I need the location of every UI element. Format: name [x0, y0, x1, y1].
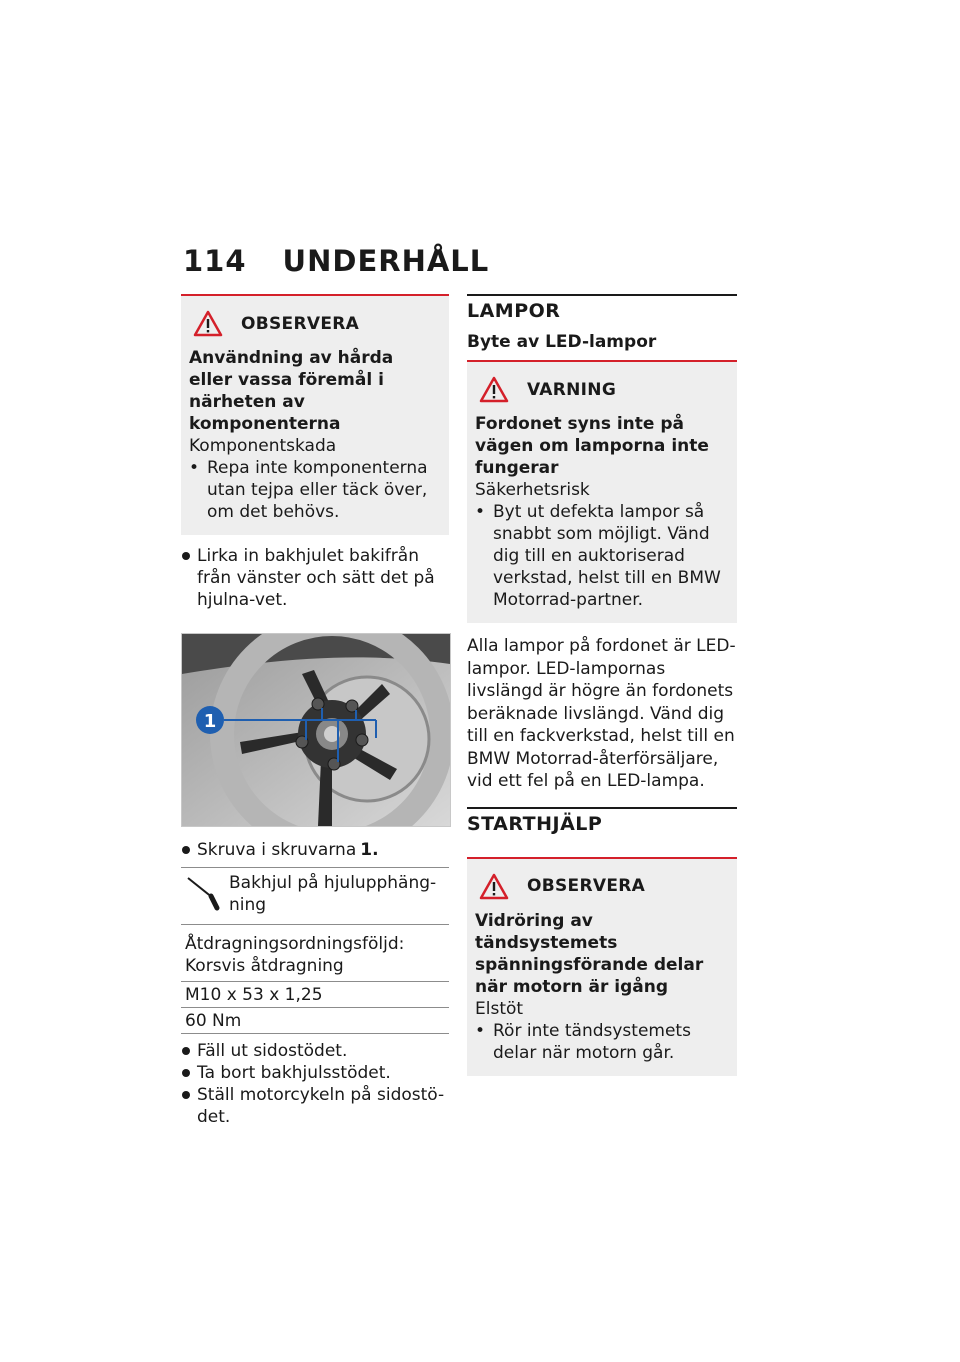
- spec-row-size: M10 x 53 x 1,25: [181, 982, 449, 1008]
- torque-wrench-icon: [185, 872, 221, 912]
- step-item: [181, 1084, 449, 1128]
- warning-triangle-icon: [479, 376, 509, 403]
- step-text: Lirka in bakhjulet bakifrån från vänster och sätt det på hjulna-vet.: [197, 546, 435, 610]
- notice-body: Komponentskada: [189, 436, 337, 456]
- left-column: [181, 294, 449, 1128]
- step-item: [181, 839, 449, 861]
- bullet-dot: [182, 1069, 190, 1077]
- spec-location: Bakhjul på hjulupphäng-ning: [229, 873, 437, 915]
- warning-notice: [467, 360, 737, 623]
- observe-notice-jumpstart: [467, 857, 737, 1076]
- bullet-dot: [182, 1091, 190, 1099]
- step-item: [181, 1062, 449, 1084]
- notice-subtitle: Fordonet syns inte på vägen om lamporna inte fungerar: [475, 414, 709, 478]
- step-item: [181, 1040, 449, 1062]
- page-number: 114: [183, 244, 247, 278]
- section-title-jumpstart: STARTHJÄLP: [467, 807, 737, 835]
- notice-title: OBSERVERA: [241, 313, 360, 334]
- notice-body: Säkerhetsrisk: [475, 480, 590, 500]
- notice-head: [193, 310, 441, 337]
- bullet-dot: [182, 1047, 190, 1055]
- page-title: UNDERHÅLL: [282, 244, 490, 278]
- section-title-lamps: LAMPOR: [467, 294, 737, 322]
- notice-bullet: • Repa inte komponenterna utan tejpa eller täck över, om det behövs.: [189, 457, 441, 523]
- bullet-dot: [182, 552, 190, 560]
- notice-title: VARNING: [527, 379, 617, 400]
- figure-callout-1: 1: [203, 711, 217, 732]
- step-item: [181, 545, 449, 611]
- page-header: [183, 244, 489, 278]
- observe-notice: [181, 294, 449, 535]
- torque-spec-table: [181, 867, 449, 1034]
- rear-wheel-figure: [181, 633, 451, 827]
- notice-head: [479, 873, 729, 900]
- step-text: Skruva i skruvarna: [197, 840, 357, 860]
- subsection-title-led: Byte av LED-lampor: [467, 332, 657, 352]
- notice-head: [479, 376, 729, 403]
- notice-subtitle: Vidröring av tändsystemets spänningsförande delar när motorn är igång: [475, 910, 704, 997]
- led-paragraph: Alla lampor på fordonet är LED-lampor. LED-lampornas livslängd är högre än fordonets beräknade livslängd. Vänd dig till en fackverkstad, helst till en BMW Motorrad-återförsäljare, vid ett fel på en LED-lampa.: [467, 636, 736, 791]
- step-text: Ställ motorcykeln på sidostö-det.: [197, 1085, 445, 1127]
- spec-row-torque: 60 Nm: [181, 1008, 449, 1034]
- right-column: [467, 294, 737, 1086]
- notice-subtitle: Användning av hårda eller vassa föremål i närheten av komponenterna: [189, 348, 394, 434]
- notice-body: Elstöt: [475, 998, 524, 1019]
- step-ref: 1.: [360, 840, 379, 860]
- notice-bullet: • Byt ut defekta lampor så snabbt som möjligt. Vänd dig till en auktoriserad verkstad, helst till en BMW Motorrad-partner.: [475, 501, 729, 611]
- spec-row-location: [181, 868, 449, 925]
- notice-title: OBSERVERA: [527, 876, 646, 896]
- notice-bullet: • Rör inte tändsystemets delar när motorn går.: [475, 1020, 729, 1064]
- step-text: Fäll ut sidostödet.: [197, 1041, 348, 1061]
- spec-row-order: Åtdragningsordningsföljd: Korsvis åtdragning: [181, 925, 449, 982]
- warning-triangle-icon: [193, 310, 223, 337]
- step-text: Ta bort bakhjulsstödet.: [197, 1063, 391, 1083]
- warning-triangle-icon: [479, 873, 509, 900]
- bullet-dot: [182, 846, 190, 854]
